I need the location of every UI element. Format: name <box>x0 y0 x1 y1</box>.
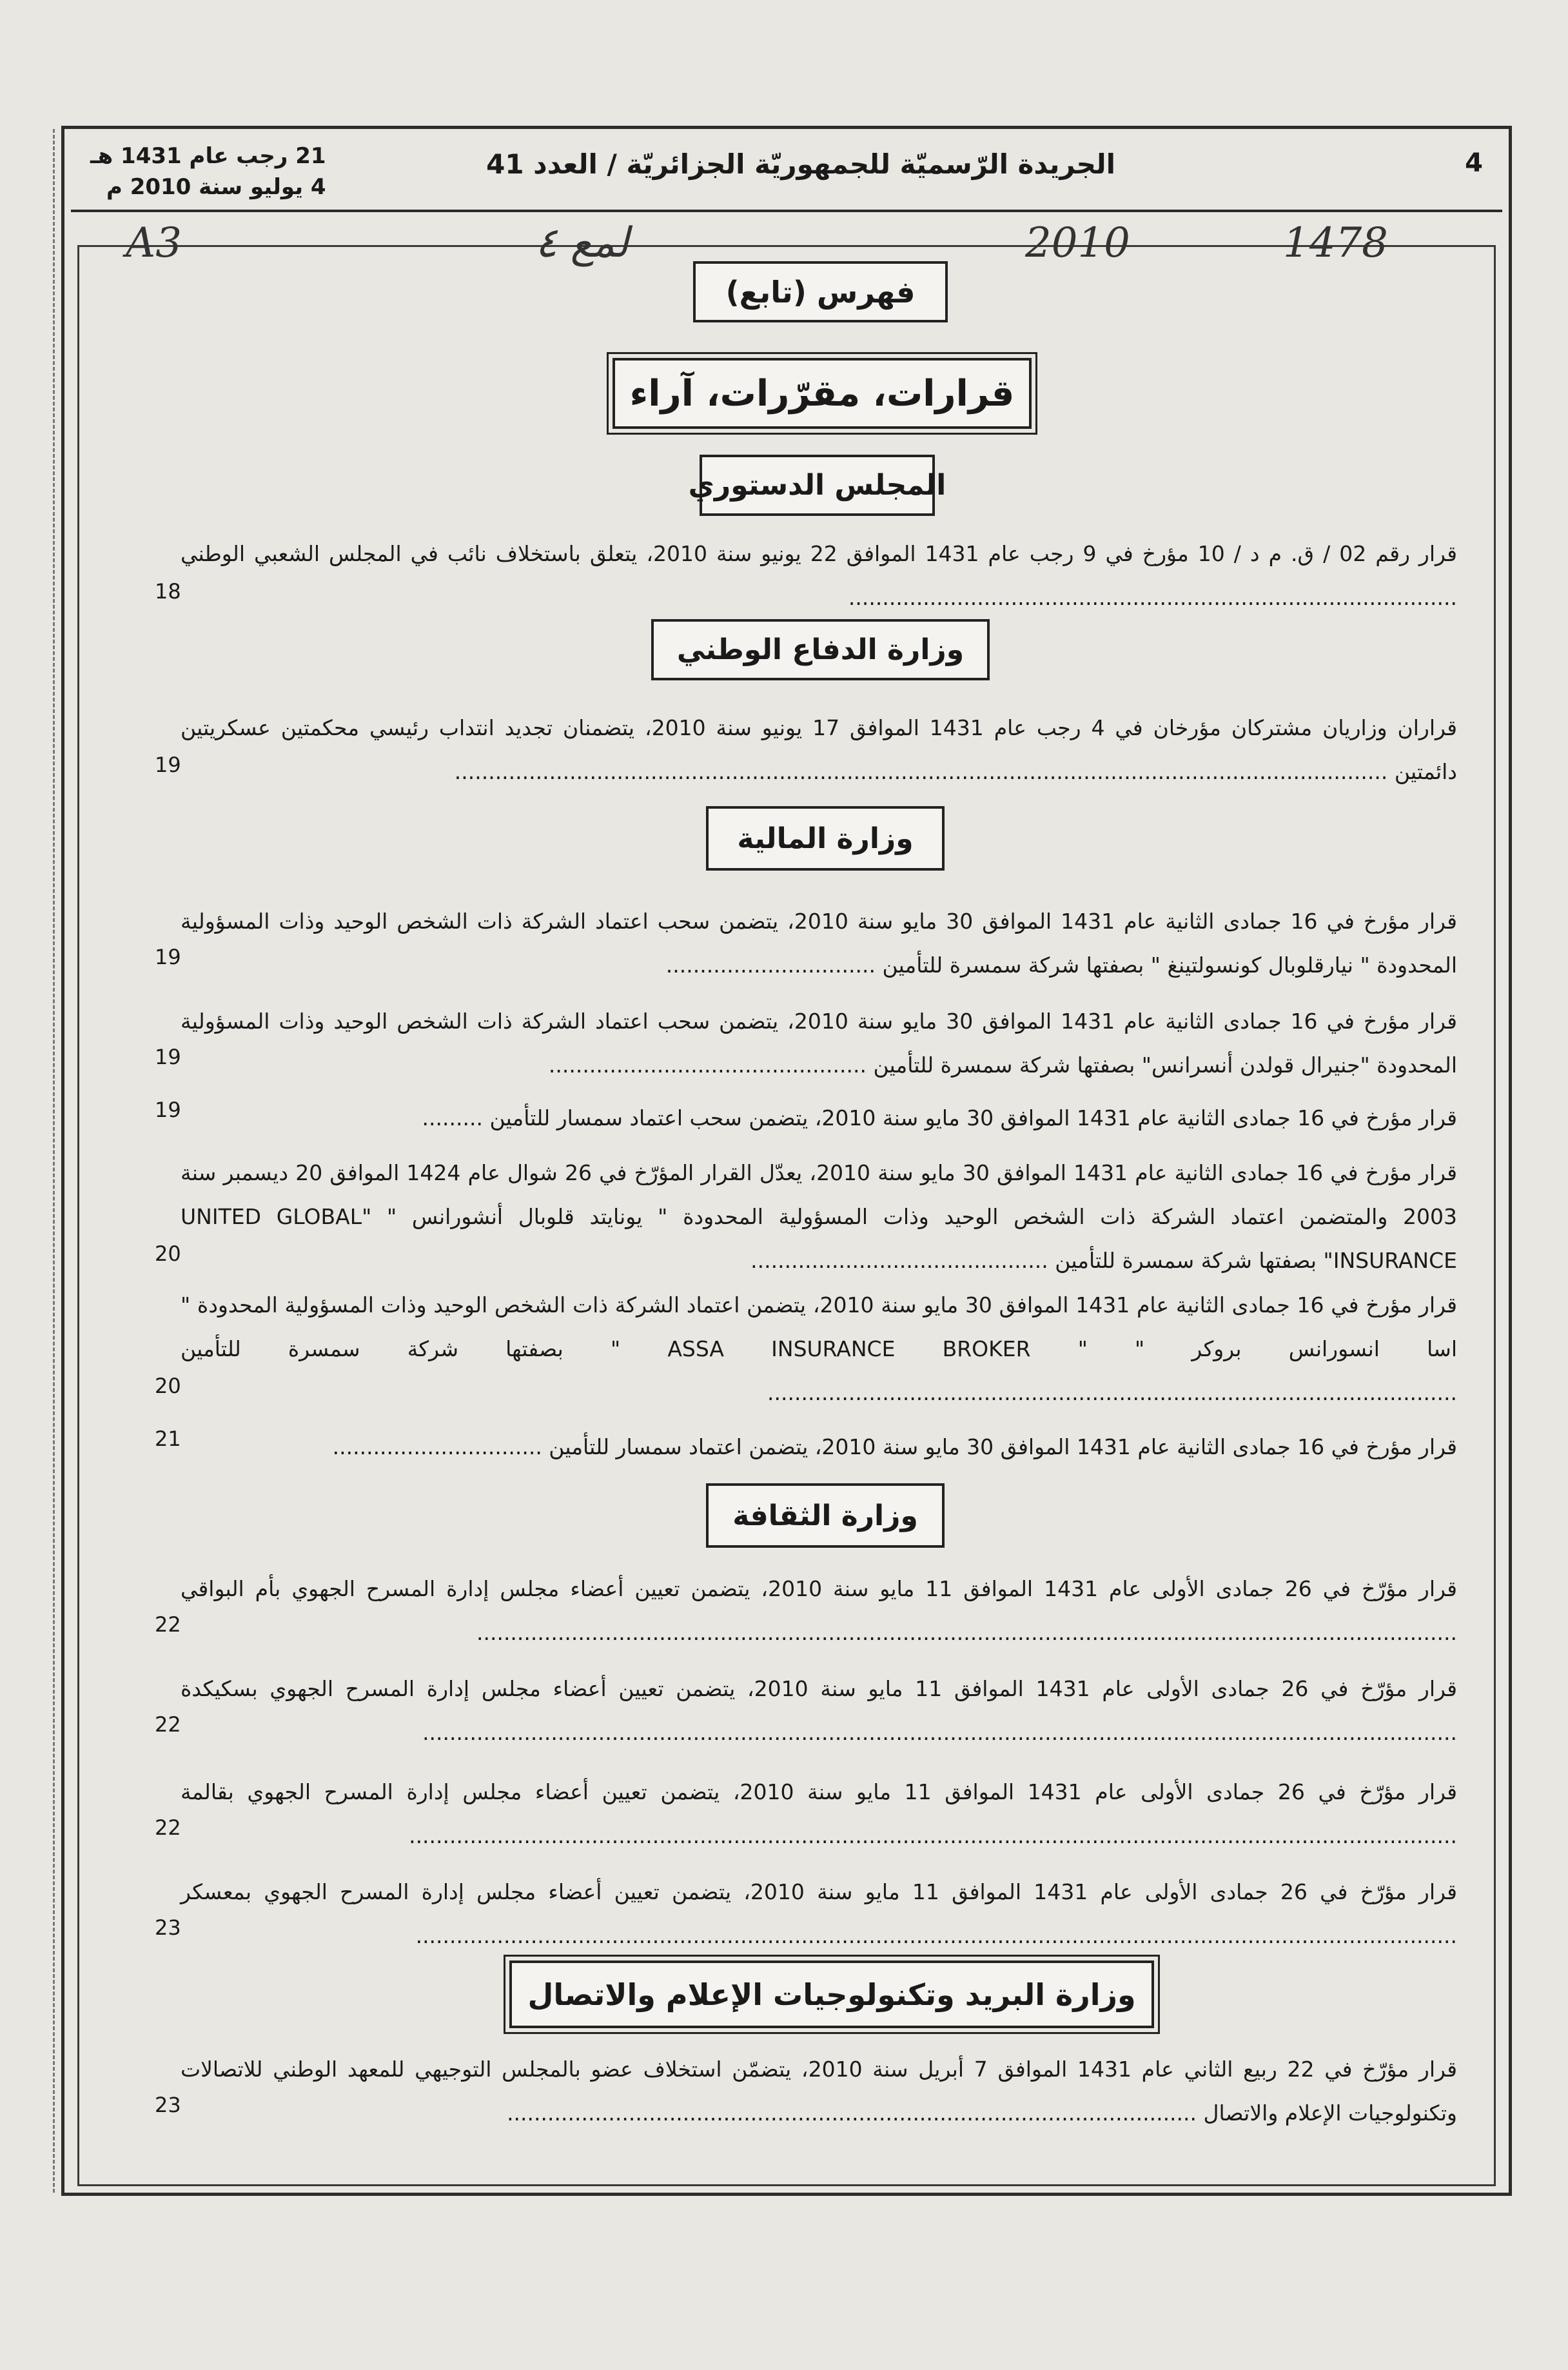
entry-11: قرار مؤرّخ في 26 جمادى الأولى عام 1431 الموافق 11 مايو سنة 2010، يتضمن تعيين أعضاء مجلس إدارة المسرح الجهوي بقالمة ........................................................................................................................................................... <box>181 1779 1458 1848</box>
entry-10: قرار مؤرّخ في 26 جمادى الأولى عام 1431 الموافق 11 مايو سنة 2010، يتضمن تعيين أعضاء مجلس إدارة المسرح الجهوي بسكيكدة ......................................................................................................................................................... <box>181 1676 1458 1745</box>
entry-10-page: 22 <box>155 1712 181 1737</box>
entry-3: قرار مؤرخ في 16 جمادى الثانية عام 1431 الموافق 30 مايو سنة 2010، يتضمن سحب اعتماد الشركة ذات الشخص الوحيد وذات المسؤولية المحدودة " نيارقلوبال كونسولتينغ " بصفتها شركة سمسرة للتأمين ............................... <box>181 909 1458 978</box>
heading-defense: وزارة الدفاع الوطني <box>651 619 990 680</box>
entry-13: قرار مؤرّخ في 22 ربيع الثاني عام 1431 الموافق 7 أبريل سنة 2010، يتضمّن استخلاف عضو بالمجلس التوجيهي للمعهد الوطني للاتصالات وتكنولوجيات الإعلام والاتصال ...................................................................................................... <box>181 2057 1457 2126</box>
entry-8: قرار مؤرخ في 16 جمادى الثانية عام 1431 الموافق 30 مايو سنة 2010، يتضمن اعتماد سمسار للتأمين ............................... <box>332 1434 1457 1459</box>
entry-13-page: 23 <box>155 2093 181 2117</box>
entry-12-page: 23 <box>155 1915 181 1940</box>
handwritten-a3: A3 <box>126 219 182 267</box>
entry-2: قراران وزاريان مشتركان مؤرخان في 4 رجب عام 1431 الموافق 17 يونيو سنة 2010، يتضمنان تجديد انتداب رئيسي محكمتين عسكريتين دائمتين .......................................................................................................................................... <box>181 715 1457 784</box>
entry-3-page: 19 <box>155 945 181 969</box>
heading-post-telecom: وزارة البريد وتكنولوجيات الإعلام والاتصال <box>509 1960 1154 2028</box>
entry-11-page: 22 <box>155 1815 181 1840</box>
date-gregorian: 4 يوليو سنة 2010 م <box>106 174 326 200</box>
entry-6-page: 20 <box>155 1241 181 1266</box>
handwritten-number: 1478 <box>1283 219 1388 267</box>
entry-8-page: 21 <box>155 1427 181 1451</box>
entry-5-page: 19 <box>155 1098 181 1122</box>
page-number: 4 <box>1465 148 1483 178</box>
heading-finance: وزارة المالية <box>706 806 945 871</box>
index-title: فهرس (تابع) <box>693 261 948 322</box>
entry-1: قرار رقم 02 / ق. م د / 10 مؤرخ في 9 رجب عام 1431 الموافق 22 يونيو سنة 2010، يتعلق باستخلاف نائب في المجلس الشعبي الوطني .......................................................................................... <box>181 541 1458 610</box>
gazette-title: الجريدة الرّسميّة للجمهوريّة الجزائريّة / العدد 41 <box>486 148 1115 180</box>
heading-culture: وزارة الثقافة <box>706 1483 945 1548</box>
entry-7: قرار مؤرخ في 16 جمادى الثانية عام 1431 الموافق 30 مايو سنة 2010، يتضمن اعتماد الشركة ذات الشخص الوحيد وذات المسؤولية المحدودة " اسا انسورانس بروكر " " ASSA INSURANCE BROKER " بصفتها شركة سمسرة للتأمين ...................................................................................................... <box>181 1292 1457 1405</box>
gazette-header <box>71 129 1502 206</box>
entry-7-page: 20 <box>155 1374 181 1398</box>
entry-6: قرار مؤرخ في 16 جمادى الثانية عام 1431 الموافق 30 مايو سنة 2010، يعدّل القرار المؤرّخ في 26 شوال عام 1424 الموافق 20 ديسمبر سنة 2003 والمتضمن اعتماد الشركة ذات الشخص الوحيد وذات المسؤولية المحدودة " يونايتد قلوبال أنشورانس " "UNITED GLOBAL INSURANCE" بصفتها شركة سمسرة للتأمين ............................................ <box>181 1160 1457 1273</box>
entry-9: قرار مؤرّخ في 26 جمادى الأولى عام 1431 الموافق 11 مايو سنة 2010، يتضمن تعيين أعضاء مجلس إدارة المسرح الجهوي بأم البواقي ................................................................................................................................................. <box>181 1576 1457 1645</box>
entry-5: قرار مؤرخ في 16 جمادى الثانية عام 1431 الموافق 30 مايو سنة 2010، يتضمن سحب اعتماد سمسار للتأمين ......... <box>422 1105 1457 1131</box>
handwritten-year: 2010 <box>1025 219 1130 267</box>
entry-12: قرار مؤرّخ في 26 جمادى الأولى عام 1431 الموافق 11 مايو سنة 2010، يتضمن تعيين أعضاء مجلس إدارة المسرح الجهوي بمعسكر .......................................................................................................................................................... <box>181 1879 1457 1948</box>
issue-dates <box>90 141 326 202</box>
handwritten-code: لمع ٤ <box>535 219 629 267</box>
entry-2-page: 19 <box>155 753 181 777</box>
binding-edge <box>53 129 55 2193</box>
entry-1-page: 18 <box>155 579 181 604</box>
entry-4: قرار مؤرخ في 16 جمادى الثانية عام 1431 الموافق 30 مايو سنة 2010، يتضمن سحب اعتماد الشركة ذات الشخص الوحيد وذات المسؤولية المحدودة "جنيرال قولدن أنسرانس" بصفتها شركة سمسرة للتأمين ............................................... <box>181 1009 1458 1078</box>
heading-constitutional-council: المجلس الدستوري <box>700 455 935 516</box>
section-main-title: قرارات، مقرّرات، آراء <box>612 358 1032 429</box>
date-hijri: 21 رجب عام 1431 هـ <box>90 143 326 169</box>
header-divider <box>71 210 1502 212</box>
entry-9-page: 22 <box>155 1612 181 1637</box>
entry-4-page: 19 <box>155 1045 181 1069</box>
